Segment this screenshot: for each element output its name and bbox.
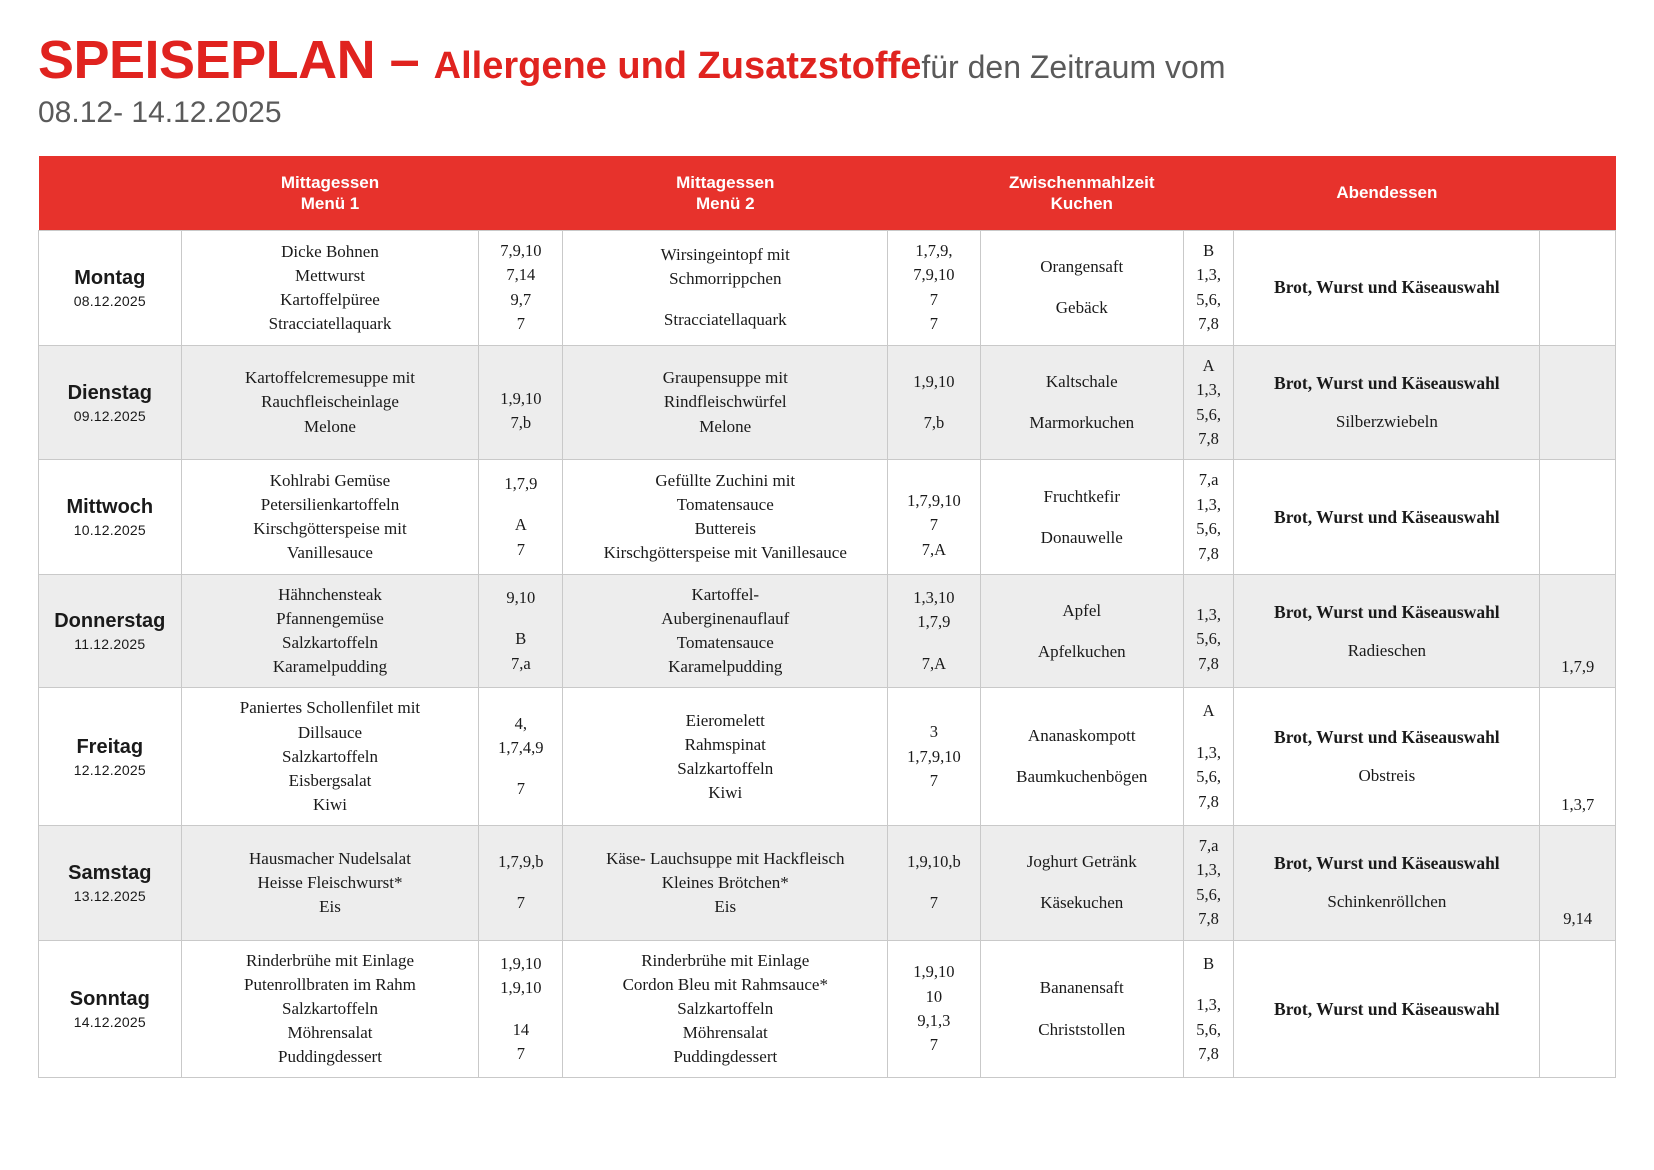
col-header-day: [39, 156, 182, 231]
dinner-main: Brot, Wurst und Käseauswahl: [1274, 373, 1500, 394]
snack-cell: Bananensaft Christstollen: [980, 940, 1183, 1078]
dinner-allergens-cell: 1,3,7: [1540, 688, 1616, 826]
day-name: Mittwoch: [66, 496, 154, 519]
lunch1-cell: Hausmacher Nudelsalat Heisse Fleischwurst* Eis: [181, 826, 479, 941]
dinner-main: Brot, Wurst und Käseauswahl: [1274, 727, 1500, 748]
dinner-main: Brot, Wurst und Käseauswahl: [1274, 277, 1500, 298]
col-header-lunch2-allergens: [888, 156, 980, 231]
dinner-allergens-cell: [1540, 940, 1616, 1078]
table-body: [39, 231, 1616, 1078]
lunch2-allergens-cell: 1,9,10 7,b: [888, 345, 980, 460]
snack-cell: Fruchtkefir Donauwelle: [980, 460, 1183, 575]
table-row: [39, 826, 1616, 941]
day-cell: [39, 940, 182, 1078]
dinner-cell: [1234, 345, 1540, 460]
dinner-main: Brot, Wurst und Käseauswahl: [1274, 506, 1500, 527]
dinner-cell: [1234, 460, 1540, 575]
col-header-snack-line1: Zwischenmahlzeit: [1009, 172, 1155, 192]
snack-allergens-cell: B 1,3, 5,6, 7,8: [1183, 940, 1233, 1078]
title-sub: Allergene und Zusatzstoffe: [433, 45, 922, 87]
day-cell: [39, 688, 182, 826]
day-name: Montag: [74, 266, 146, 289]
lunch1-cell: Kohlrabi Gemüse Petersilienkartoffeln Kirschgötterspeise mit Vanillesauce: [181, 460, 479, 575]
day-name: Freitag: [76, 735, 144, 758]
col-header-lunch2-line2: Menü 2: [695, 194, 755, 214]
snack-allergens-cell: B 1,3, 5,6, 7,8: [1183, 231, 1233, 346]
dinner-cell: [1234, 826, 1540, 941]
snack-allergens-cell: 7,a 1,3, 5,6, 7,8: [1183, 826, 1233, 941]
day-date: 14.12.2025: [73, 1014, 146, 1031]
day-date: 08.12.2025: [73, 292, 146, 309]
dinner-main: Brot, Wurst und Käseauswahl: [1274, 998, 1500, 1019]
table-row: [39, 460, 1616, 575]
lunch1-cell: Paniertes Schollenfilet mit Dillsauce Salzkartoffeln Eisbergsalat Kiwi: [181, 688, 479, 826]
dinner-allergens-cell: 9,14: [1540, 826, 1616, 941]
table-row: [39, 574, 1616, 688]
snack-cell: Kaltschale Marmorkuchen: [980, 345, 1183, 460]
dinner-extra: Silberzwiebeln: [1335, 411, 1438, 431]
lunch2-allergens-cell: 1,9,10 10 9,1,3 7: [888, 940, 980, 1078]
day-cell: [39, 345, 182, 460]
lunch1-cell: Rinderbrühe mit Einlage Putenrollbraten im Rahm Salzkartoffeln Möhrensalat Puddingdessert: [181, 940, 479, 1078]
day-name: Samstag: [68, 861, 152, 884]
snack-allergens-cell: A 1,3, 5,6, 7,8: [1183, 345, 1233, 460]
dinner-extra: Radieschen: [1347, 640, 1427, 660]
lunch1-allergens-cell: 1,9,10 1,9,10 14 7: [479, 940, 563, 1078]
dinner-extra: Obstreis: [1358, 766, 1416, 786]
snack-cell: Orangensaft Gebäck: [980, 231, 1183, 346]
dinner-main: Brot, Wurst und Käseauswahl: [1274, 601, 1500, 622]
table-row: [39, 231, 1616, 346]
col-header-lunch1-line2: Menü 1: [300, 194, 360, 214]
snack-allergens-cell: 7,a 1,3, 5,6, 7,8: [1183, 460, 1233, 575]
lunch1-allergens-cell: 7,9,10 7,14 9,7 7: [479, 231, 563, 346]
dinner-allergens-cell: [1540, 460, 1616, 575]
lunch2-cell: Käse- Lauchsuppe mit Hackfleisch Kleines Brötchen* Eis: [563, 826, 888, 941]
dinner-cell: [1234, 688, 1540, 826]
lunch2-cell: Kartoffel- Auberginenauflauf Tomatensauce Karamelpudding: [563, 574, 888, 688]
col-header-snack: [980, 156, 1183, 231]
table-row: [39, 345, 1616, 460]
lunch1-allergens-cell: 1,7,9,b 7: [479, 826, 563, 941]
snack-allergens-cell: A 1,3, 5,6, 7,8: [1183, 688, 1233, 826]
dinner-allergens-cell: [1540, 345, 1616, 460]
lunch1-allergens-cell: 1,7,9 A 7: [479, 460, 563, 575]
day-cell: [39, 826, 182, 941]
col-header-snack-line2: Kuchen: [1050, 194, 1113, 214]
table-row: [39, 688, 1616, 826]
lunch2-cell: Rinderbrühe mit Einlage Cordon Bleu mit Rahmsauce* Salzkartoffeln Möhrensalat Puddingdessert: [563, 940, 888, 1078]
title-main: SPEISEPLAN –: [38, 30, 434, 90]
col-header-snack-allergens: [1183, 156, 1233, 231]
day-date: 10.12.2025: [73, 522, 146, 539]
lunch2-allergens-cell: 1,7,9,10 7 7,A: [888, 460, 980, 575]
title-period-label: für den Zeitraum vom: [921, 49, 1226, 85]
menu-table: [38, 156, 1616, 1078]
dinner-cell: [1234, 940, 1540, 1078]
col-header-dinner-allergens: [1540, 156, 1616, 231]
dinner-cell: [1234, 231, 1540, 346]
col-header-dinner: Abendessen: [1234, 156, 1540, 231]
day-date: 09.12.2025: [73, 407, 146, 424]
snack-cell: Joghurt Getränk Käsekuchen: [980, 826, 1183, 941]
lunch2-cell: Eieromelett Rahmspinat Salzkartoffeln Kiwi: [563, 688, 888, 826]
lunch2-allergens-cell: 1,3,10 1,7,9 7,A: [888, 574, 980, 688]
dinner-main: Brot, Wurst und Käseauswahl: [1274, 853, 1500, 874]
day-cell: [39, 574, 182, 688]
page-header: [38, 30, 1616, 130]
lunch1-allergens-cell: 9,10 B 7,a: [479, 574, 563, 688]
day-name: Donnerstag: [54, 610, 166, 633]
day-date: 11.12.2025: [74, 636, 146, 653]
lunch2-cell: Graupensuppe mit Rindfleischwürfel Melone: [563, 345, 888, 460]
lunch1-cell: Hähnchensteak Pfannengemüse Salzkartoffeln Karamelpudding: [181, 574, 479, 688]
page-title: [38, 30, 1616, 90]
col-header-lunch2-line1: Mittagessen: [676, 172, 775, 192]
lunch1-allergens-cell: 4, 1,7,4,9 7: [479, 688, 563, 826]
lunch2-allergens-cell: 3 1,7,9,10 7: [888, 688, 980, 826]
table-header: [39, 156, 1616, 231]
table-row: [39, 940, 1616, 1078]
lunch2-allergens-cell: 1,7,9, 7,9,10 7 7: [888, 231, 980, 346]
day-date: 13.12.2025: [73, 887, 146, 904]
day-name: Sonntag: [69, 988, 150, 1011]
col-header-lunch1-line1: Mittagessen: [280, 172, 380, 192]
col-header-lunch1-allergens: [479, 156, 563, 231]
lunch1-allergens-cell: 1,9,10 7,b: [479, 345, 563, 460]
lunch2-allergens-cell: 1,9,10,b 7: [888, 826, 980, 941]
dinner-allergens-cell: 1,7,9: [1540, 574, 1616, 688]
lunch1-cell: Dicke Bohnen Mettwurst Kartoffelpüree Stracciatellaquark: [181, 231, 479, 346]
lunch2-cell: Wirsingeintopf mit Schmorrippchen Stracciatellaquark: [563, 231, 888, 346]
day-cell: [39, 231, 182, 346]
day-cell: [39, 460, 182, 575]
day-date: 12.12.2025: [73, 761, 146, 778]
date-range: 08.12- 14.12.2025: [38, 96, 282, 130]
snack-cell: Ananaskompott Baumkuchenbögen: [980, 688, 1183, 826]
dinner-cell: [1234, 574, 1540, 688]
dinner-extra: Schinkenröllchen: [1327, 892, 1447, 912]
snack-cell: Apfel Apfelkuchen: [980, 574, 1183, 688]
day-name: Dienstag: [67, 381, 153, 404]
snack-allergens-cell: 1,3, 5,6, 7,8: [1183, 574, 1233, 688]
dinner-allergens-cell: [1540, 231, 1616, 346]
col-header-lunch2: [563, 156, 888, 231]
lunch2-cell: Gefüllte Zuchini mit Tomatensauce Buttereis Kirschgötterspeise mit Vanillesauce: [563, 460, 888, 575]
lunch1-cell: Kartoffelcremesuppe mit Rauchfleischeinlage Melone: [181, 345, 479, 460]
col-header-lunch1: [181, 156, 479, 231]
